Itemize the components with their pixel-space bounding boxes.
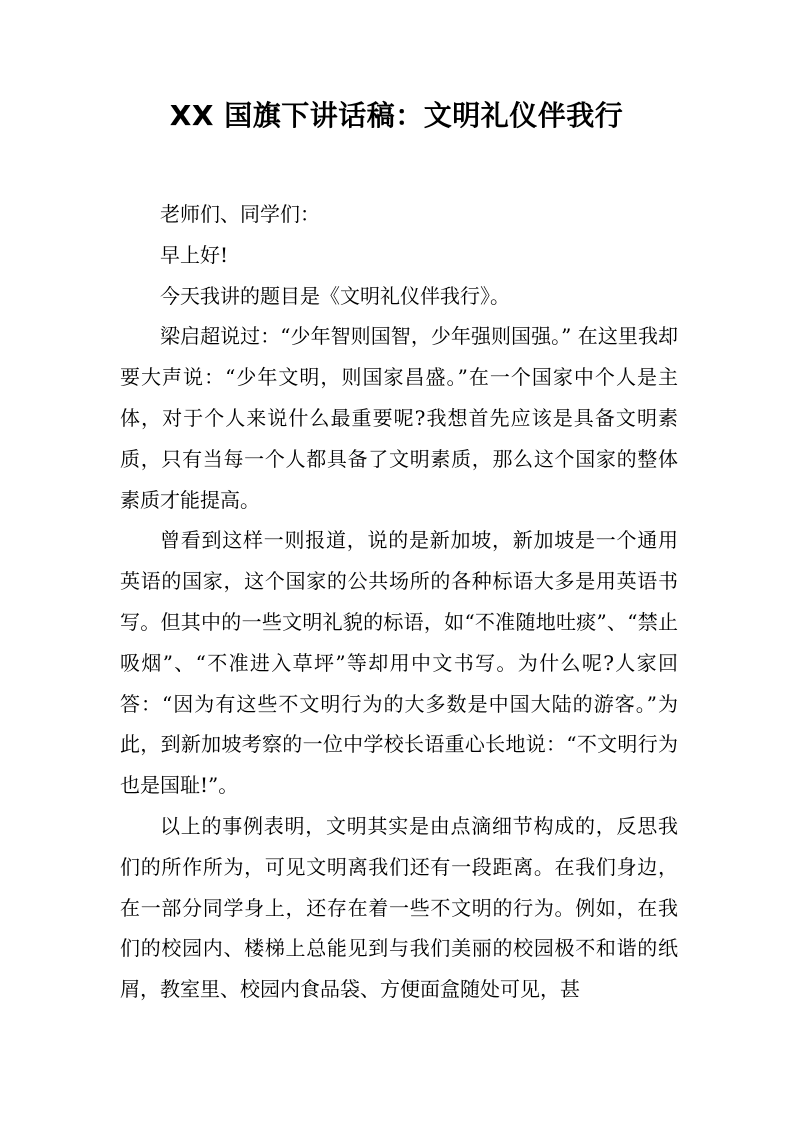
paragraph-greeting: 早上好! [160,242,229,267]
paragraph-topic: 今天我讲的题目是《文明礼仪伴我行》。 [160,283,510,308]
paragraph-reflection: 以上的事例表明，文明其实是由点滴细节构成的，反思我们的所作所为，可见文明离我们还有一段距离。在我们身边，在一部分同学身上，还存在着一些不文明的行为。例如，在我们的校园内、楼梯上总能见到与我们美丽的校园极不和谐的纸屑，教室里、校园内食品袋、方便面盒随处可见，甚 [120,813,678,1002]
document-body [120,194,678,1010]
paragraph-liang-qichao-quote: 梁启超说过：“少年智则国智，少年强则国强。” 在这里我却要大声说：“少年文明，则国家昌盛。”在一个国家中个人是主体，对于个人来说什么最重要呢?我想首先应该是具备文明素质，只有当每一个人都具备了文明素质，那么这个国家的整体素质才能提高。 [120,324,678,512]
paragraph-salutation: 老师们、同学们： [160,202,320,226]
paragraph-singapore-report: 曾看到这样一则报道，说的是新加坡，新加坡是一个通用英语的国家，这个国家的公共场所的各种标语大多是用英语书写。但其中的一些文明礼貌的标语，如“不准随地吐痰”、“禁止吸烟”、“不准进入草坪”等却用中文书写。为什么呢?人家回答：“因为有这些不文明行为的大多数是中国大陆的游客。”为此，到新加坡考察的一位中学校长语重心长地说：“不文明行为也是国耻!”。 [120,528,678,798]
document-title: XX 国旗下讲话稿：文明礼仪伴我行 [169,99,624,132]
